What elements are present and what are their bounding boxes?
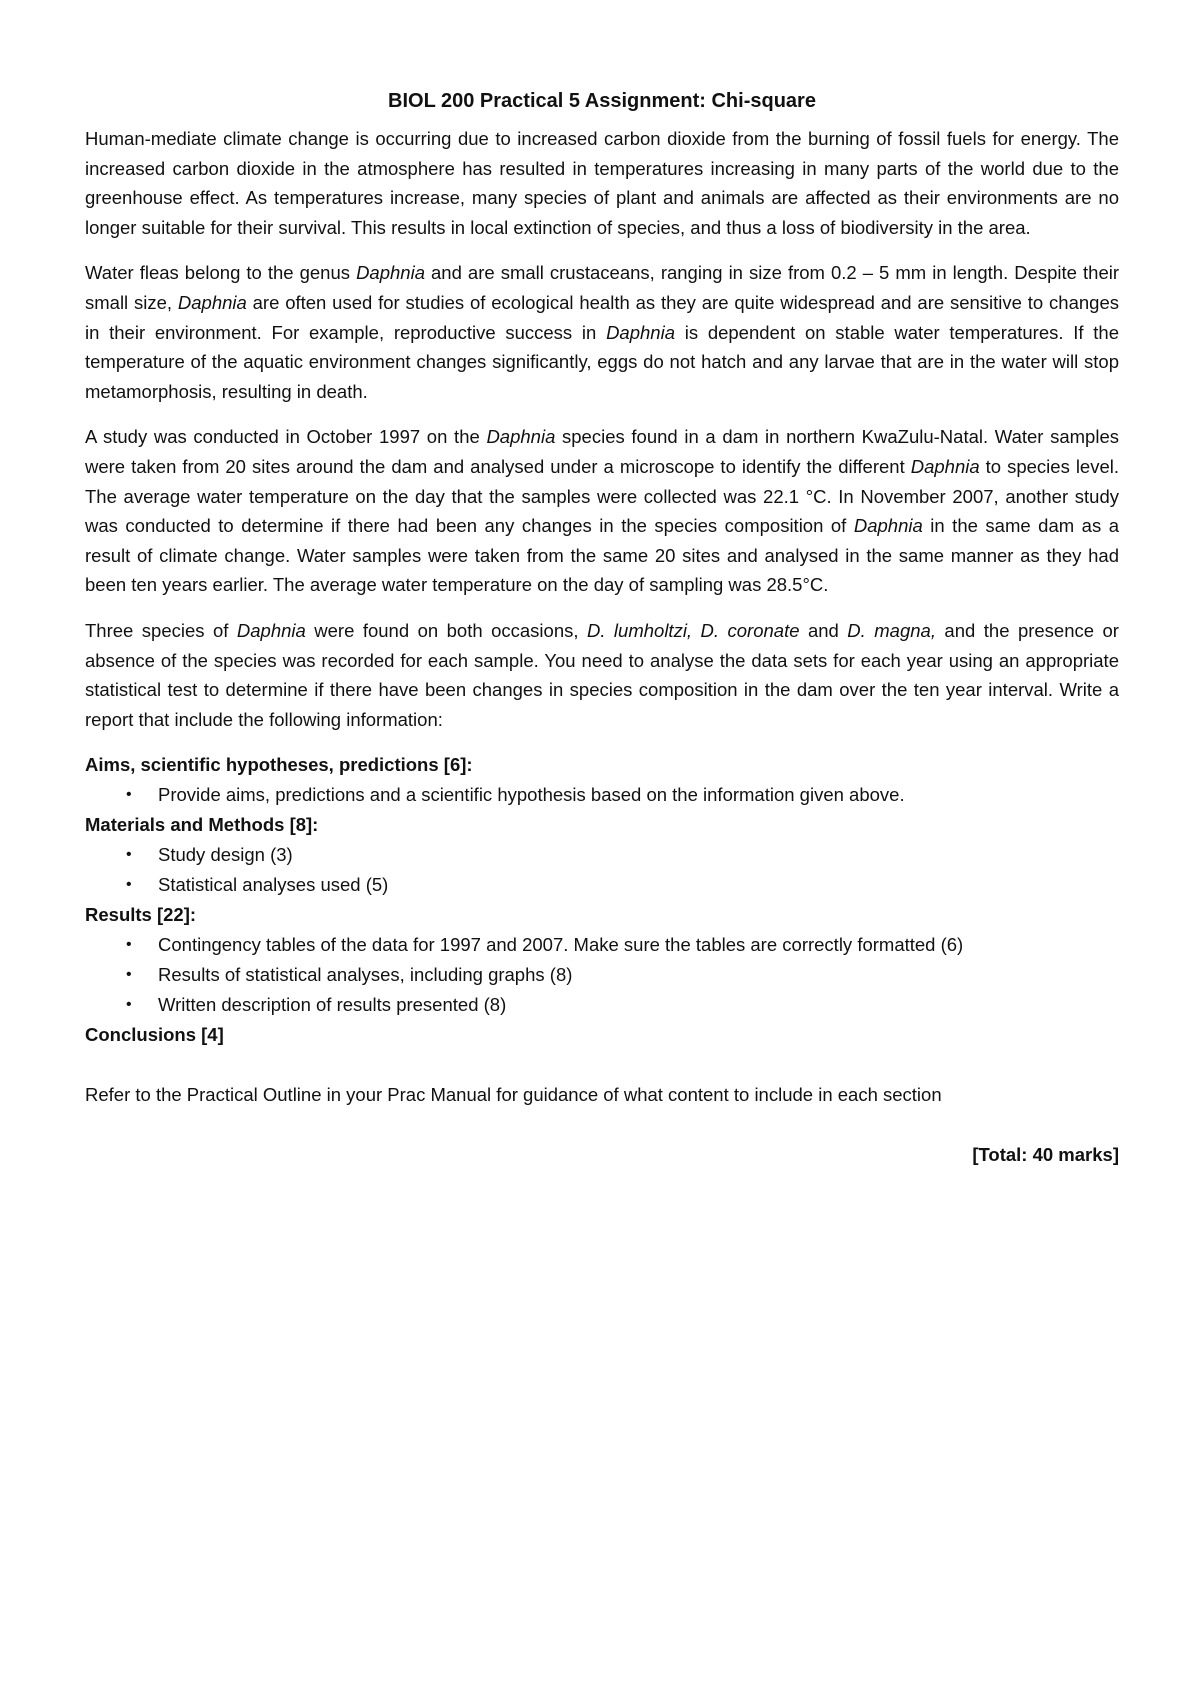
text-run: were found on both occasions, <box>305 619 587 641</box>
text-run: and are small crustaceans, ranging in size from 0.2 – 5 mm in length. Despite their small size, <box>85 262 1119 313</box>
paragraph-climate-change: Human-mediate climate change is occurring due to increased carbon dioxide from the burning of fossil fuels for energy. The increased carbon dioxide in the atmosphere has resulted in temperatures increasing in many parts of the world due to the greenhouse effect. As temperatures increase, many species of plant and animals are affected as their environments are no longer suitable for their survival. This results in local extinction of species, and thus a loss of biodiversity in the area. <box>85 128 1119 238</box>
italic-genus: Daphnia <box>356 262 425 284</box>
list-item <box>85 960 1119 990</box>
total-marks: [Total: 40 marks] <box>972 1144 1119 1166</box>
heading-aims: Aims, scientific hypotheses, predictions [6]: <box>85 754 473 776</box>
bullet-list-results <box>85 930 1119 1020</box>
bullet-icon: • <box>126 876 132 894</box>
italic-genus: Daphnia <box>910 455 980 477</box>
bullet-icon: • <box>126 966 132 984</box>
italic-genus: Daphnia <box>177 291 247 313</box>
list-item <box>85 780 1119 810</box>
text-run: species found in a dam in northern KwaZulu-Natal. Water samples were taken from 20 sites around the dam and analysed under a microscope to identify the different <box>85 426 1119 477</box>
list-item <box>85 840 1119 870</box>
list-item-text: Study design (3) <box>158 844 293 866</box>
list-item <box>85 870 1119 900</box>
text-run: A study was conducted in October 1997 on the <box>85 426 487 448</box>
bullet-icon: • <box>126 936 132 954</box>
refer-note: Refer to the Practical Outline in your Prac Manual for guidance of what content to include in each section <box>85 1084 942 1106</box>
text-run: to species level. The average water temperature on the day that the samples were collected was 22.1 °C. In November 2007, another study was conducted to determine if there had been any changes in the species composition of <box>85 455 1120 537</box>
italic-species: D. magna, <box>847 619 936 641</box>
list-item <box>85 930 1119 960</box>
text-run: in the same dam as a result of climate change. Water samples were taken from the same 20 sites and analysed in the same manner as they had been ten years earlier. The average water temperature on the day of sampling was 28.5°C. <box>85 515 1120 596</box>
bullet-list-methods <box>85 840 1119 900</box>
document-page <box>85 86 1119 1170</box>
text-run: is dependent on stable water temperatures. If the temperature of the aquatic environment changes significantly, eggs do not hatch and any larvae that are in the water will stop metamorphosis, resulting in death. <box>85 321 1119 402</box>
italic-species: D. lumholtzi, D. coronate <box>586 619 800 641</box>
list-item-text: Statistical analyses used (5) <box>158 874 389 896</box>
paragraph-water-fleas <box>85 258 1119 406</box>
spacer <box>85 1050 1119 1080</box>
text-run: are often used for studies of ecological health as they are quite widespread and are sensitive to changes in their environment. For example, reproductive success in <box>85 291 1119 343</box>
document-title: BIOL 200 Practical 5 Assignment: Chi-square <box>388 90 816 112</box>
bullet-icon: • <box>126 996 132 1014</box>
italic-genus: Daphnia <box>486 426 556 448</box>
text-run: and the presence or absence of the species was recorded for each sample. You need to analyse the data sets for each year using an appropriate statistical test to determine if there have been changes in species composition in the dam over the ten year interval. Write a report that include the following information: <box>85 619 1119 730</box>
heading-methods: Materials and Methods [8]: <box>85 814 319 836</box>
paragraph-species <box>85 616 1119 734</box>
bullet-list-aims <box>85 780 1119 810</box>
list-item <box>85 990 1119 1020</box>
bullet-icon: • <box>126 846 132 864</box>
list-item-text: Written description of results presented (8) <box>158 994 507 1016</box>
bullet-icon: • <box>126 786 132 804</box>
italic-genus: Daphnia <box>853 515 923 537</box>
italic-genus: Daphnia <box>236 619 306 641</box>
paragraph-study <box>85 422 1119 600</box>
list-item-text: Results of statistical analyses, including graphs (8) <box>158 964 573 986</box>
text-run: Three species of <box>85 619 237 641</box>
text-run: Water fleas belong to the genus <box>85 262 357 284</box>
italic-genus: Daphnia <box>606 321 675 343</box>
text-run: and <box>799 619 848 641</box>
list-item-text: Contingency tables of the data for 1997 and 2007. Make sure the tables are correctly formatted (6) <box>158 934 964 956</box>
heading-results: Results [22]: <box>85 904 197 926</box>
heading-conclusions: Conclusions [4] <box>85 1024 224 1046</box>
list-item-text: Provide aims, predictions and a scientific hypothesis based on the information given above. <box>158 784 905 806</box>
